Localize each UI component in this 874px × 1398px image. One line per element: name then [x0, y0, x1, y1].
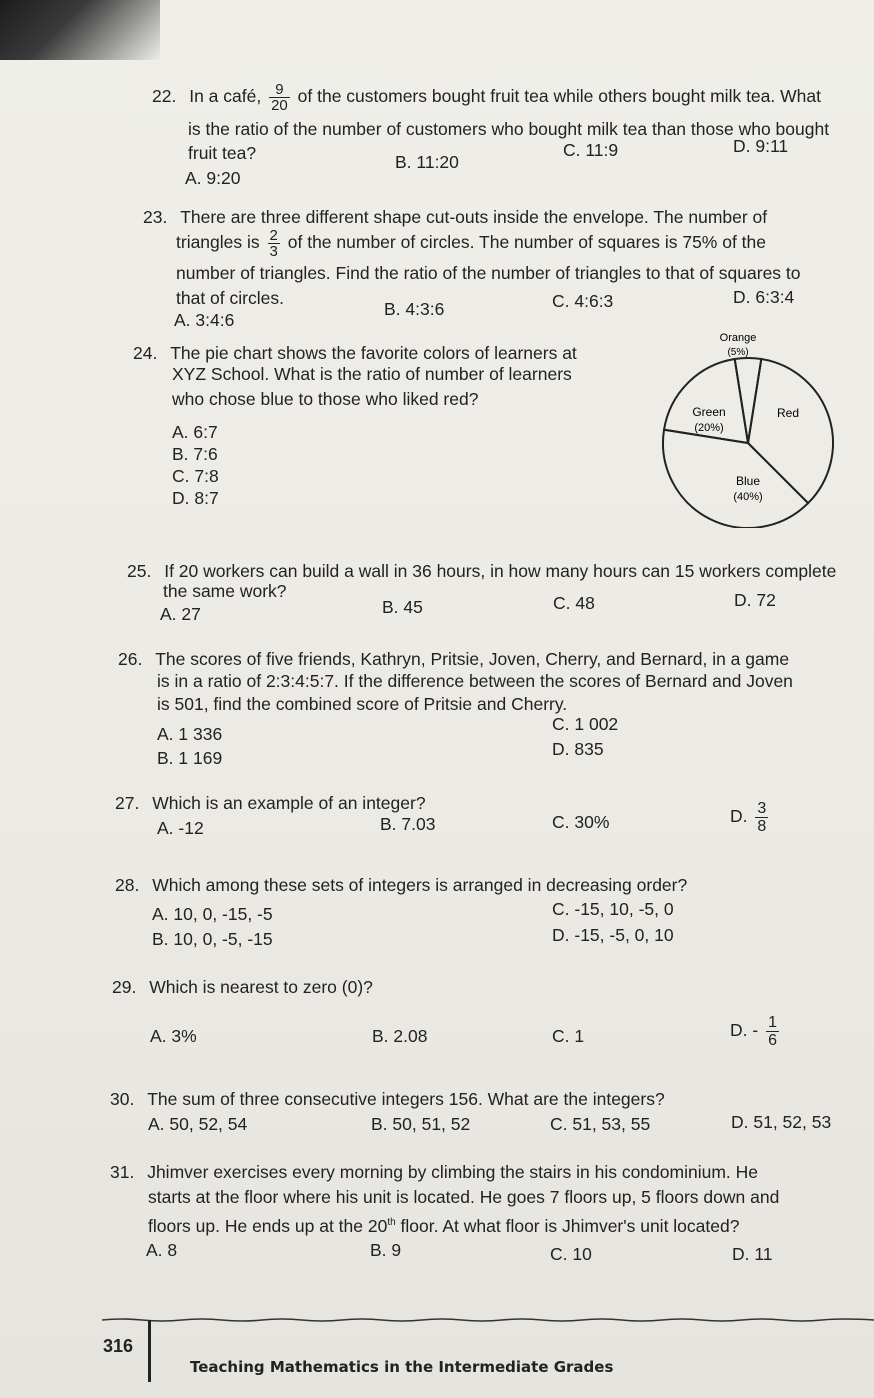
q23-option-b: B. 4:3:6 — [384, 299, 445, 319]
q22-frac-num: 9 — [269, 82, 290, 98]
q25-option-c: C. 48 — [553, 593, 595, 613]
q24-text: The pie chart shows the favorite colors of learners at — [170, 343, 577, 363]
q31-option-b: B. 9 — [370, 1240, 402, 1260]
q26-number: 26. — [118, 649, 143, 669]
pie-slice-red — [748, 359, 833, 503]
q23-fraction — [268, 228, 280, 259]
footer-divider — [148, 1320, 151, 1382]
q27-text: Which is an example of an integer? — [152, 793, 426, 813]
q27-option-a: A. -12 — [157, 818, 204, 838]
pie-label-red: Red — [776, 406, 800, 420]
q23-option-a: A. 3:4:6 — [174, 310, 235, 330]
q23-line2 — [176, 228, 766, 259]
q22-fraction — [269, 82, 290, 113]
q27-option-d-fraction — [755, 800, 768, 835]
q26-option-b: B. 1 169 — [157, 748, 223, 768]
q28-option-b: B. 10, 0, -5, -15 — [152, 929, 273, 949]
q31-line3 — [148, 1211, 739, 1238]
q24-option-b: B. 7:6 — [172, 444, 218, 464]
q22-line3: fruit tea? — [188, 143, 257, 163]
q30-option-b: B. 50, 51, 52 — [371, 1114, 471, 1134]
q30-option-c: C. 51, 53, 55 — [550, 1114, 651, 1134]
q29-option-d-fraction — [766, 1014, 779, 1049]
q31-line2: starts at the floor where his unit is located. He goes 7 floors up, 5 floors down and — [148, 1187, 780, 1207]
q22-text-pre: In a café, — [189, 86, 262, 107]
q24-line3: who chose blue to those who liked red? — [172, 389, 479, 409]
q29-d-den: 6 — [768, 1032, 777, 1049]
q23-frac-den: 3 — [269, 243, 278, 260]
pie-chart-svg — [660, 328, 840, 528]
q29-option-d — [730, 1014, 782, 1049]
q26-line3: is 501, find the combined score of Pritsie and Cherry. — [157, 694, 568, 714]
pie-pct-green: (20%) — [694, 422, 724, 434]
pie-pct-orange: (5%) — [727, 347, 749, 358]
q28-option-c: C. -15, 10, -5, 0 — [552, 899, 674, 919]
q31-line3-pre: floors up. He ends up at the 20 — [148, 1215, 388, 1236]
q31-option-a: A. 8 — [146, 1240, 178, 1260]
q24-option-a: A. 6:7 — [172, 422, 218, 442]
q24-line1 — [133, 342, 577, 365]
q23-line2-pre: triangles is — [176, 232, 260, 253]
q22-option-b: B. 11:20 — [395, 152, 459, 172]
q22-number: 22. — [152, 86, 177, 107]
q23-line2-post: of the number of circles. The number of squares is 75% of the — [287, 232, 767, 253]
q24-option-c: C. 7:8 — [172, 466, 219, 486]
q27-d-num: 3 — [757, 800, 767, 817]
q31-option-c: C. 10 — [550, 1244, 592, 1264]
q29-option-a: A. 3% — [150, 1026, 197, 1046]
q22-option-a: A. 9:20 — [185, 168, 241, 188]
q27-option-b: B. 7.03 — [380, 814, 436, 834]
q29-option-c: C. 1 — [552, 1026, 585, 1046]
q26-option-a: A. 1 336 — [157, 724, 223, 744]
q24-option-d: D. 8:7 — [172, 488, 219, 508]
pie-label-blue: Blue — [735, 474, 761, 488]
q31-number: 31. — [110, 1162, 135, 1182]
q23-line1 — [143, 206, 767, 229]
pie-label-green: Green — [692, 405, 726, 419]
photo-shadow — [0, 0, 160, 60]
q29-number: 29. — [112, 977, 137, 997]
q29-option-b: B. 2.08 — [372, 1026, 428, 1046]
q26-option-c: C. 1 002 — [552, 714, 619, 734]
q30-text: The sum of three consecutive integers 156. What are the integers? — [147, 1089, 665, 1109]
q28-line1 — [115, 874, 687, 897]
q28-number: 28. — [115, 875, 140, 895]
q27-option-c: C. 30% — [552, 812, 610, 832]
q23-line4: that of circles. — [176, 288, 284, 308]
page-number: 316 — [103, 1336, 134, 1356]
q27-option-d — [730, 800, 771, 835]
q25-number: 25. — [127, 561, 152, 581]
q25-option-a: A. 27 — [160, 604, 201, 624]
q31-option-d: D. 11 — [732, 1244, 773, 1264]
q23-text: There are three different shape cut-outs inside the envelope. The number of — [180, 207, 768, 227]
q28-option-a: A. 10, 0, -15, -5 — [152, 904, 273, 924]
q29-option-d-label: D. - — [730, 1020, 759, 1041]
pie-label-orange: Orange — [719, 332, 757, 344]
q22-line2: is the ratio of the number of customers who bought milk tea than those who bought — [188, 119, 830, 139]
q23-number: 23. — [143, 207, 168, 227]
q31-text: Jhimver exercises every morning by climbing the stairs in his condominium. He — [147, 1162, 758, 1182]
q26-line1 — [118, 648, 789, 671]
q28-text: Which among these sets of integers is arranged in decreasing order? — [152, 875, 688, 895]
q30-line1 — [110, 1088, 665, 1111]
q27-option-d-label: D. — [730, 806, 748, 827]
q23-option-d: D. 6:3:4 — [733, 287, 795, 307]
q23-frac-num: 2 — [269, 227, 278, 244]
q26-line2: is in a ratio of 2:3:4:5:7. If the difference between the scores of Bernard and Joven — [157, 671, 793, 691]
q31-line1 — [110, 1161, 758, 1184]
q27-line1 — [115, 792, 426, 815]
q24-line2: XYZ School. What is the ratio of number of learners — [172, 364, 572, 384]
q26-option-d: D. 835 — [552, 739, 604, 759]
q26-text: The scores of five friends, Kathryn, Pritsie, Joven, Cherry, and Bernard, in a game — [155, 649, 790, 669]
q25-line2: the same work? — [163, 581, 287, 601]
pie-pct-blue: (40%) — [733, 491, 763, 503]
book-title: Teaching Mathematics in the Intermediate Grades — [190, 1358, 614, 1376]
q25-option-b: B. 45 — [382, 597, 423, 617]
pie-slice-orange — [735, 358, 762, 443]
pie-chart — [660, 328, 840, 528]
q25-option-d: D. 72 — [734, 590, 776, 610]
q31-line3-post: floor. At what floor is Jhimver's unit located? — [395, 1215, 740, 1236]
q27-number: 27. — [115, 793, 140, 813]
footer-wavy-line — [102, 1318, 874, 1322]
q31-line3-sup: th — [387, 1217, 396, 1228]
q29-line1 — [112, 976, 373, 999]
q30-number: 30. — [110, 1089, 135, 1109]
q30-option-d: D. 51, 52, 53 — [731, 1112, 832, 1132]
q22-option-d: D. 9:11 — [733, 136, 789, 156]
q24-number: 24. — [133, 343, 158, 363]
q27-d-den: 8 — [757, 818, 767, 835]
q23-option-c: C. 4:6:3 — [552, 291, 614, 311]
q29-d-num: 1 — [768, 1014, 777, 1031]
q22-line1 — [152, 82, 821, 113]
q28-option-d: D. -15, -5, 0, 10 — [552, 925, 674, 945]
q25-text: If 20 workers can build a wall in 36 hours, in how many hours can 15 workers complete — [164, 561, 837, 581]
q29-text: Which is nearest to zero (0)? — [149, 977, 373, 997]
q30-option-a: A. 50, 52, 54 — [148, 1114, 248, 1134]
q22-text-post: of the customers bought fruit tea while others bought milk tea. What — [297, 86, 821, 107]
q22-option-c: C. 11:9 — [563, 140, 619, 160]
q22-frac-den: 20 — [271, 97, 288, 114]
q23-line3: number of triangles. Find the ratio of the number of triangles to that of squares to — [176, 263, 801, 283]
